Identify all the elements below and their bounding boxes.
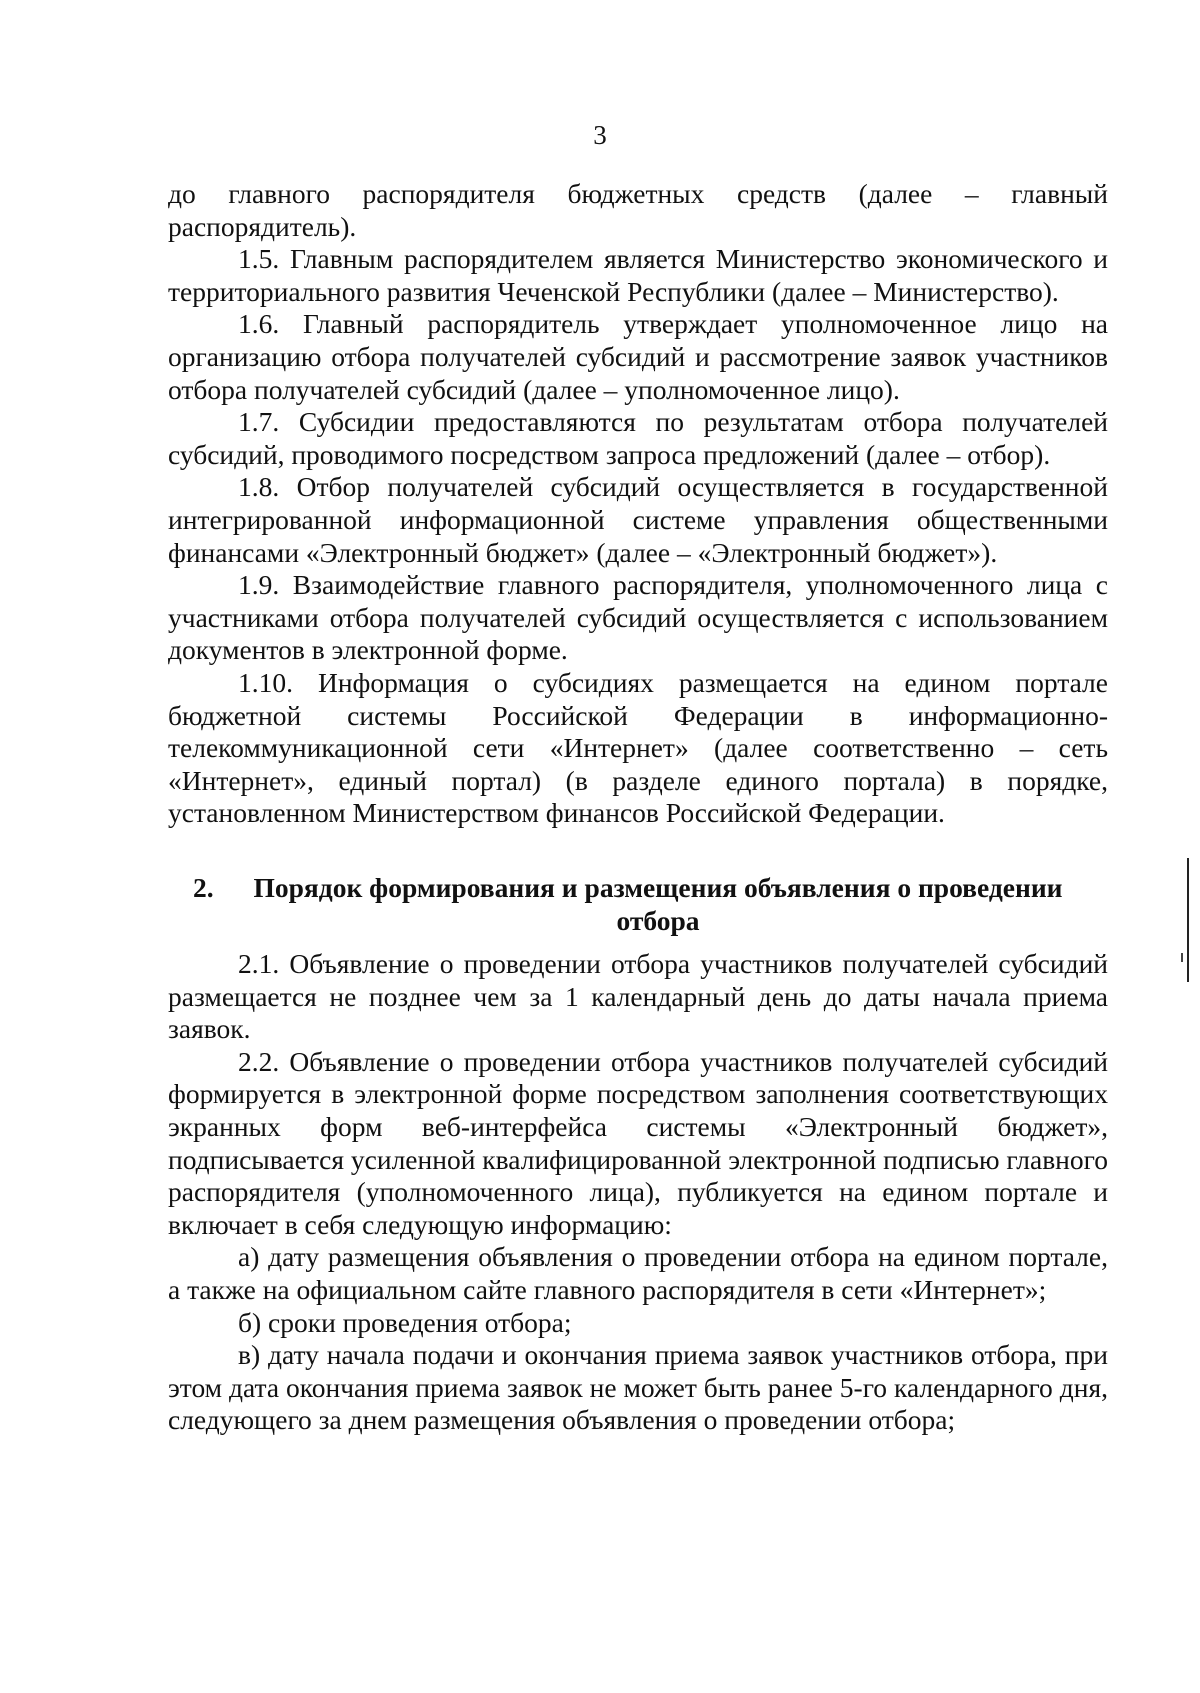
section-2-body bbox=[168, 948, 1108, 1437]
margin-tick-mark bbox=[1181, 953, 1183, 962]
paragraph-2-1: 2.1. Объявление о проведении отбора участников получателей субсидий размещается не позднее чем за 1 календарный день до даты начала приема заявок. bbox=[168, 948, 1108, 1045]
list-item-a: а) дату размещения объявления о проведении отбора на едином портале, а также на официальном сайте главного распорядителя в сети «Интернет»; bbox=[168, 1241, 1108, 1305]
paragraph-1-5: 1.5. Главным распорядителем является Министерство экономического и территориального развития Чеченской Республики (далее – Министерство). bbox=[168, 243, 1108, 307]
margin-change-bar bbox=[1187, 858, 1189, 982]
section-2-heading bbox=[168, 872, 1108, 937]
section-1-continuation bbox=[168, 178, 1108, 830]
page-number: 3 bbox=[593, 120, 607, 150]
list-item-b: б) сроки проведения отбора; bbox=[238, 1306, 572, 1338]
paragraph-1-6: 1.6. Главный распорядитель утверждает уполномоченное лицо на организацию отбора получателей субсидий и рассмотрение заявок участников отбора получателей субсидий (далее – уполномоченное лицо). bbox=[168, 308, 1108, 405]
paragraph-1-9: 1.9. Взаимодействие главного распорядителя, уполномоченного лица с участниками отбора получателей субсидий осуществляется с использованием документов в электронной форме. bbox=[168, 569, 1108, 666]
list-item-v: в) дату начала подачи и окончания приема заявок участников отбора, при этом дата окончания приема заявок не может быть ранее 5-го календарного дня, следующего за днем размещения объявления о проведении отбора; bbox=[168, 1339, 1108, 1436]
section-number: 2. bbox=[193, 872, 214, 903]
paragraph-1-7: 1.7. Субсидии предоставляются по результатам отбора получателей субсидий, проводимого посредством запроса предложений (далее – отбор). bbox=[168, 406, 1108, 470]
section-title: Порядок формирования и размещения объявления о проведении отбора bbox=[253, 872, 1063, 936]
paragraph: до главного распорядителя бюджетных средств (далее – главный распорядитель). bbox=[168, 178, 1108, 242]
paragraph-2-2: 2.2. Объявление о проведении отбора участников получателей субсидий формируется в электронной форме посредством заполнения соответствующих экранных форм веб-интерфейса системы «Электронный бюджет», подписывается усиленной квалифицированной электронной подписью главного распорядителя (уполномоченного лица), публикуется на едином портале и включает в себя следующую информацию: bbox=[168, 1045, 1108, 1240]
paragraph-1-10: 1.10. Информация о субсидиях размещается на едином портале бюджетной системы Российской Федерации в информационно-телекоммуникационной сети «Интернет» (далее соответственно – сеть «Интернет», единый портал) (в разделе единого портала) в порядке, установленном Министерством финансов Российской Федерации. bbox=[168, 666, 1108, 829]
paragraph-1-8: 1.8. Отбор получателей субсидий осуществляется в государственной интегрированной информационной системе управления общественными финансами «Электронный бюджет» (далее – «Электронный бюджет»). bbox=[168, 471, 1108, 568]
